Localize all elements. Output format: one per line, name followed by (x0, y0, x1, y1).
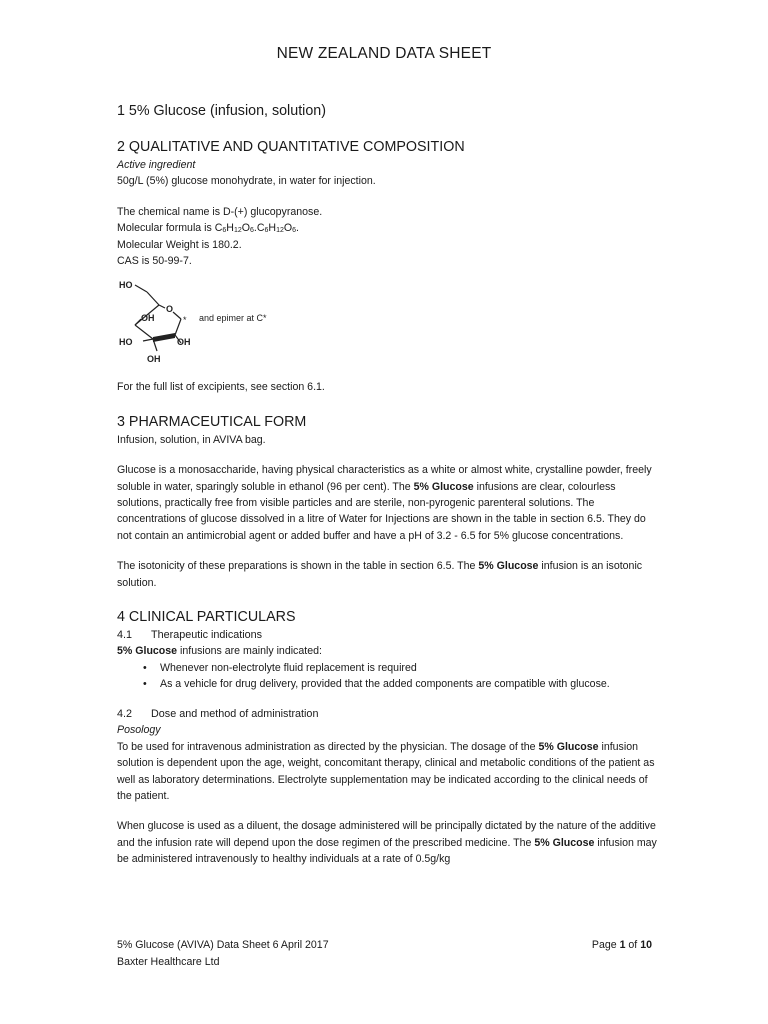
chemical-name: The chemical name is D-(+) glucopyranose. (117, 205, 323, 218)
glucose-structure-diagram (117, 279, 317, 367)
structure-oh-inner: OH (141, 313, 155, 324)
section-3-heading: 3 PHARMACEUTICAL FORM (117, 413, 307, 430)
section-2-heading: 2 QUALITATIVE AND QUANTITATIVE COMPOSITION (117, 139, 465, 155)
active-ingredient-label: Active ingredient (117, 159, 196, 171)
document-title: NEW ZEALAND DATA SHEET (276, 45, 492, 62)
footer-company: Baxter Healthcare Ltd (117, 956, 220, 968)
posology-label: Posology (117, 724, 161, 737)
section-4-heading: 4 CLINICAL PARTICULARS (117, 609, 296, 626)
page-footer (117, 937, 652, 971)
diluent-paragraph: When glucose is used as a diluent, the dosage administered will be principally dictated by the nature of the additive and the infusion rate will depend upon the dose regimen of the prescribed medicine. The 5% Glucose infusion may be administered intravenously to healthy individuals at a rate of 0.5g/kg (117, 820, 657, 866)
cas-number: CAS is 50-99-7. (117, 255, 192, 268)
subsection-4-1-heading: 4.1 Therapeutic indications (117, 629, 263, 642)
isotonicity-note: The isotonicity of these preparations is shown in the table in section 6.5. The 5% Glucose infusion is an isotonic solution. (117, 560, 643, 589)
glucose-description: Glucose is a monosaccharide, having physical characteristics as a white or almost white, crystalline powder, freely soluble in water, sparingly soluble in ethanol (96 per cent). The 5% Glucose infusions are clear, colourless solutions, practically free from visible particles and are sterile, non-pyrogenic parenteral solutions. The concentrations of glucose dissolved in a litre of Water for Injections are shown in the table in section 6.5. They do not contain an antimicrobial agent or added buffer and have a pH of 3.2 - 6.5 for 5% glucose concentrations. (117, 464, 652, 542)
footer-document-info: 5% Glucose (AVIVA) Data Sheet 6 April 2017 (117, 939, 329, 951)
indications-list (117, 660, 657, 693)
structure-star: * (183, 315, 187, 326)
indications-intro: 5% Glucose infusions are mainly indicated: (117, 645, 322, 658)
dosage-paragraph: To be used for intravenous administration as directed by the physician. The dosage of the 5% Glucose infusion solution is dependent upon the age, weight, concomitant therapy, clinical and metabolic conditions of the patient as well as laboratory determinations. Electrolyte supplementation may be indicated according to the clinical needs of the patient. (117, 740, 655, 802)
document-body (117, 101, 657, 868)
structure-ho-top: HO (119, 280, 133, 291)
structure-oh-bottom: OH (147, 354, 161, 365)
list-item: • Whenever non-electrolyte fluid replacement is required (117, 660, 657, 676)
excipients-note: For the full list of excipients, see section 6.1. (117, 381, 325, 394)
list-item: • As a vehicle for drug delivery, provided that the added components are compatible with glucose. (117, 676, 657, 692)
molecular-weight: Molecular Weight is 180.2. (117, 238, 242, 251)
pharmaceutical-form: Infusion, solution, in AVIVA bag. (117, 433, 266, 446)
section-1-heading: 1 5% Glucose (infusion, solution) (117, 103, 327, 119)
active-ingredient-text: 50g/L (5%) glucose monohydrate, in water for injection. (117, 175, 376, 188)
molecular-formula: Molecular formula is $C_6H_{12}O_6.C_6H_{12}O_6$. (117, 222, 299, 235)
structure-epimer-note: and epimer at C* (199, 313, 267, 324)
structure-oh-right: OH (177, 337, 191, 348)
structure-ring-o: O (166, 304, 174, 315)
subsection-4-2-heading: 4.2 Dose and method of administration (117, 708, 319, 721)
page-number: Page 1 of 10 (591, 939, 652, 951)
structure-ho-left: HO (119, 337, 133, 348)
